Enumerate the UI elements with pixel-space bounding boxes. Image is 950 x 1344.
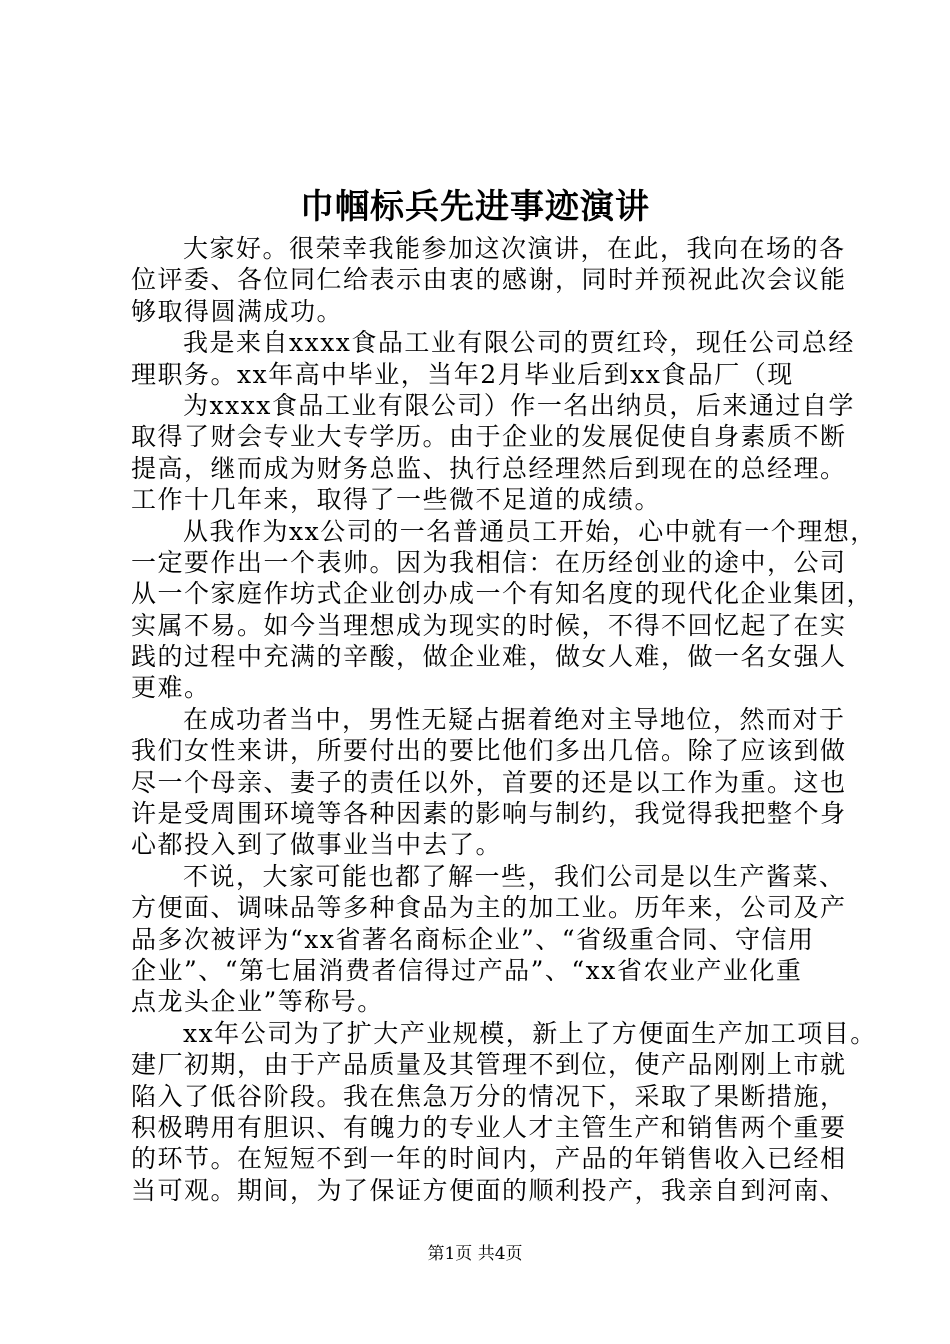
text-line: xx年公司为了扩大产业规模，新上了方便面生产加工项目。 [183, 1018, 877, 1048]
text-line: 大家好。很荣幸我能参加这次演讲，在此，我向在场的各 [183, 234, 846, 263]
text-line: 企业”、“第七届消费者信得过产品”、“xx省农业产业化重 [131, 955, 803, 985]
text-line: 尽一个母亲、妻子的责任以外，首要的还是以工作为重。这也 [131, 767, 847, 797]
text-line: 为xxxx食品工业有限公司）作一名出纳员，后来通过自学 [183, 390, 855, 420]
text-line: 践的过程中充满的辛酸，做企业难，做女人难，做一名女强人 [131, 642, 847, 672]
text-line: 工作十几年来，取得了一些微不足道的成绩。 [131, 485, 662, 515]
text-line: 我们女性来讲，所要付出的要比他们多出几倍。除了应该到做 [131, 736, 847, 766]
document-body [131, 233, 877, 1206]
text-line: 品多次被评为“xx省著名商标企业”、“省级重合同、守信用 [131, 924, 815, 954]
text-line: 一定要作出一个表帅。因为我相信：在历经创业的途中，公司 [131, 547, 847, 577]
text-line: 的环节。在短短不到一年的时间内，产品的年销售收入已经相 [131, 1144, 847, 1174]
text-line: 提高，继而成为财务总监、执行总经理然后到现在的总经理。 [131, 453, 847, 483]
text-line: 理职务。xx年高中毕业，当年2月毕业后到xx食品厂（现 [131, 359, 794, 389]
text-line: 不说，大家可能也都了解一些，我们公司是以生产酱菜、 [183, 861, 846, 891]
text-line: 够取得圆满成功。 [131, 296, 344, 326]
text-line: 更难。 [131, 673, 211, 703]
text-line: 实属不易。如今当理想成为现实的时候，不得不回忆起了在实 [131, 610, 847, 640]
text-line: 积极聘用有胆识、有魄力的专业人才主管生产和销售两个重要 [131, 1112, 847, 1142]
text-line: 陷入了低谷阶段。我在焦急万分的情况下，采取了果断措施， [131, 1081, 847, 1111]
text-line: 建厂初期，由于产品质量及其管理不到位，使产品刚刚上市就 [131, 1050, 847, 1080]
document-title: 巾帼标兵先进事迹演讲 [300, 187, 650, 227]
text-line: 从我作为xx公司的一名普通员工开始，心中就有一个理想， [183, 516, 877, 546]
text-line: 在成功者当中，男性无疑占据着绝对主导地位，然而对于 [183, 704, 846, 734]
text-line: 许是受周围环境等各种因素的影响与制约，我觉得我把整个身 [131, 799, 847, 829]
text-line: 心都投入到了做事业当中去了。 [131, 830, 503, 860]
text-line: 取得了财会专业大专学历。由于企业的发展促使自身素质不断 [131, 422, 847, 452]
text-line: 我是来自xxxx食品工业有限公司的贾红玲，现任公司总经 [183, 328, 855, 358]
text-line: 位评委、各位同仁给表示由衷的感谢，同时并预祝此次会议能 [131, 265, 847, 295]
text-line: 当可观。期间，为了保证方便面的顺利投产，我亲自到河南、 [131, 1175, 847, 1205]
text-line: 方便面、调味品等多种食品为主的加工业。历年来，公司及产 [131, 893, 847, 923]
text-line: 点龙头企业”等称号。 [131, 987, 384, 1017]
text-line: 从一个家庭作坊式企业创办成一个有知名度的现代化企业集团， [131, 579, 874, 609]
page-footer: 第1页 共4页 [427, 1244, 523, 1264]
